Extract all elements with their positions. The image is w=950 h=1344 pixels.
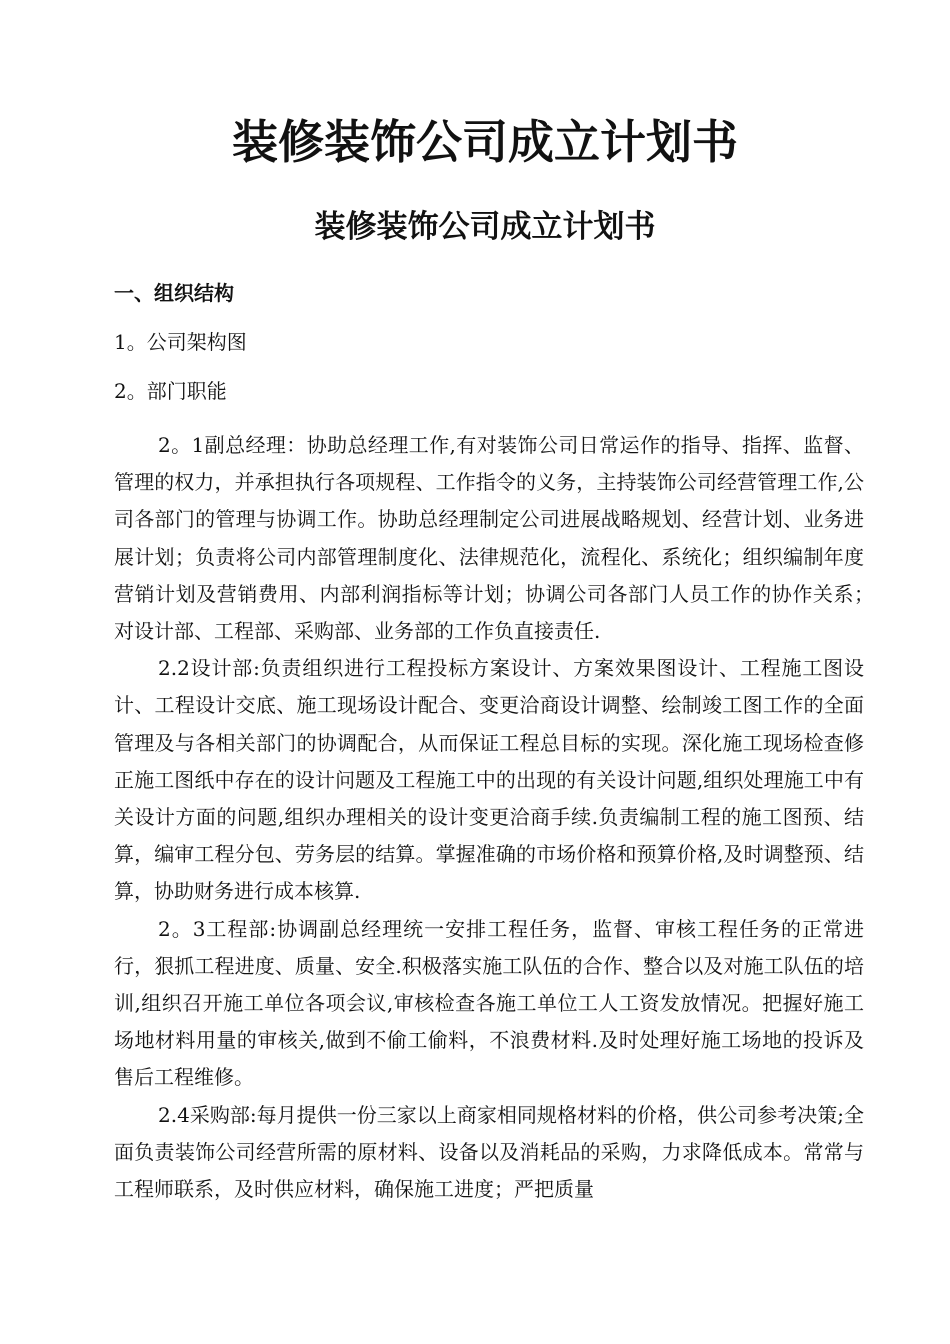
list-item: 1。公司架构图 [114,330,247,354]
paragraph-engineering-dept: 2。3工程部:协调副总经理统一安排工程任务，监督、审核工程任务的正常进行，狠抓工程进度、质量、安全.积极落实施工队伍的合作、整合以及对施工队伍的培训,组织召开施工单位各项会议,审核检查各施工单位工人工资发放情况。把握好施工场地材料用量的审核关,做到不偷工偷料，不浪费材料.及时处理好施工场地的投诉及售后工程维修。 [114,916,864,1090]
document-body [114,427,884,1208]
list-item: 2。部门职能 [114,379,227,403]
document-subtitle: 装修装饰公司成立计划书 [314,209,656,245]
section-heading: 一、组织结构 [114,281,234,305]
document-title: 装修装饰公司成立计划书 [232,115,738,169]
paragraph-vice-gm: 2。1副总经理：协助总经理工作,有对装饰公司日常运作的指导、指挥、监督、管理的权力，并承担执行各项规程、工作指令的义务，主持装饰公司经营管理工作,公司各部门的管理与协调工作。协助总经理制定公司进展战略规划、经营计划、业务进展计划；负责将公司内部管理制度化、法律规范化，流程化、系统化；组织编制年度营销计划及营销费用、内部利润指标等计划；协调公司各部门人员工作的协作关系； 对设计部、工程部、采购部、业务部的工作负直接责任. [114,433,884,644]
paragraph-design-dept: 2.2设计部:负责组织进行工程投标方案设计、方案效果图设计、工程施工图设计、工程设计交底、施工现场设计配合、变更洽商设计调整、绘制竣工图工作的全面管理及与各相关部门的协调配合，从而保证工程总目标的实现。深化施工现场检查修正施工图纸中存在的设计问题及工程施工中的出现的有关设计问题,组织处理施工中有关设计方面的问题,组织办理相关的设计变更洽商手续.负责编制工程的施工图预、结算，编审工程分包、劳务层的结算。掌握准确的市场价格和预算价格,及时调整预、结算，协助财务进行成本核算. [114,656,864,904]
paragraph-purchasing-dept: 2.4采购部:每月提供一份三家以上商家相同规格材料的价格，供公司参考决策;全面负责装饰公司经营所需的原材料、设备以及消耗品的采购，力求降低成本。常常与工程师联系，及时供应材料，确保施工进度；严把质量 [114,1102,864,1202]
